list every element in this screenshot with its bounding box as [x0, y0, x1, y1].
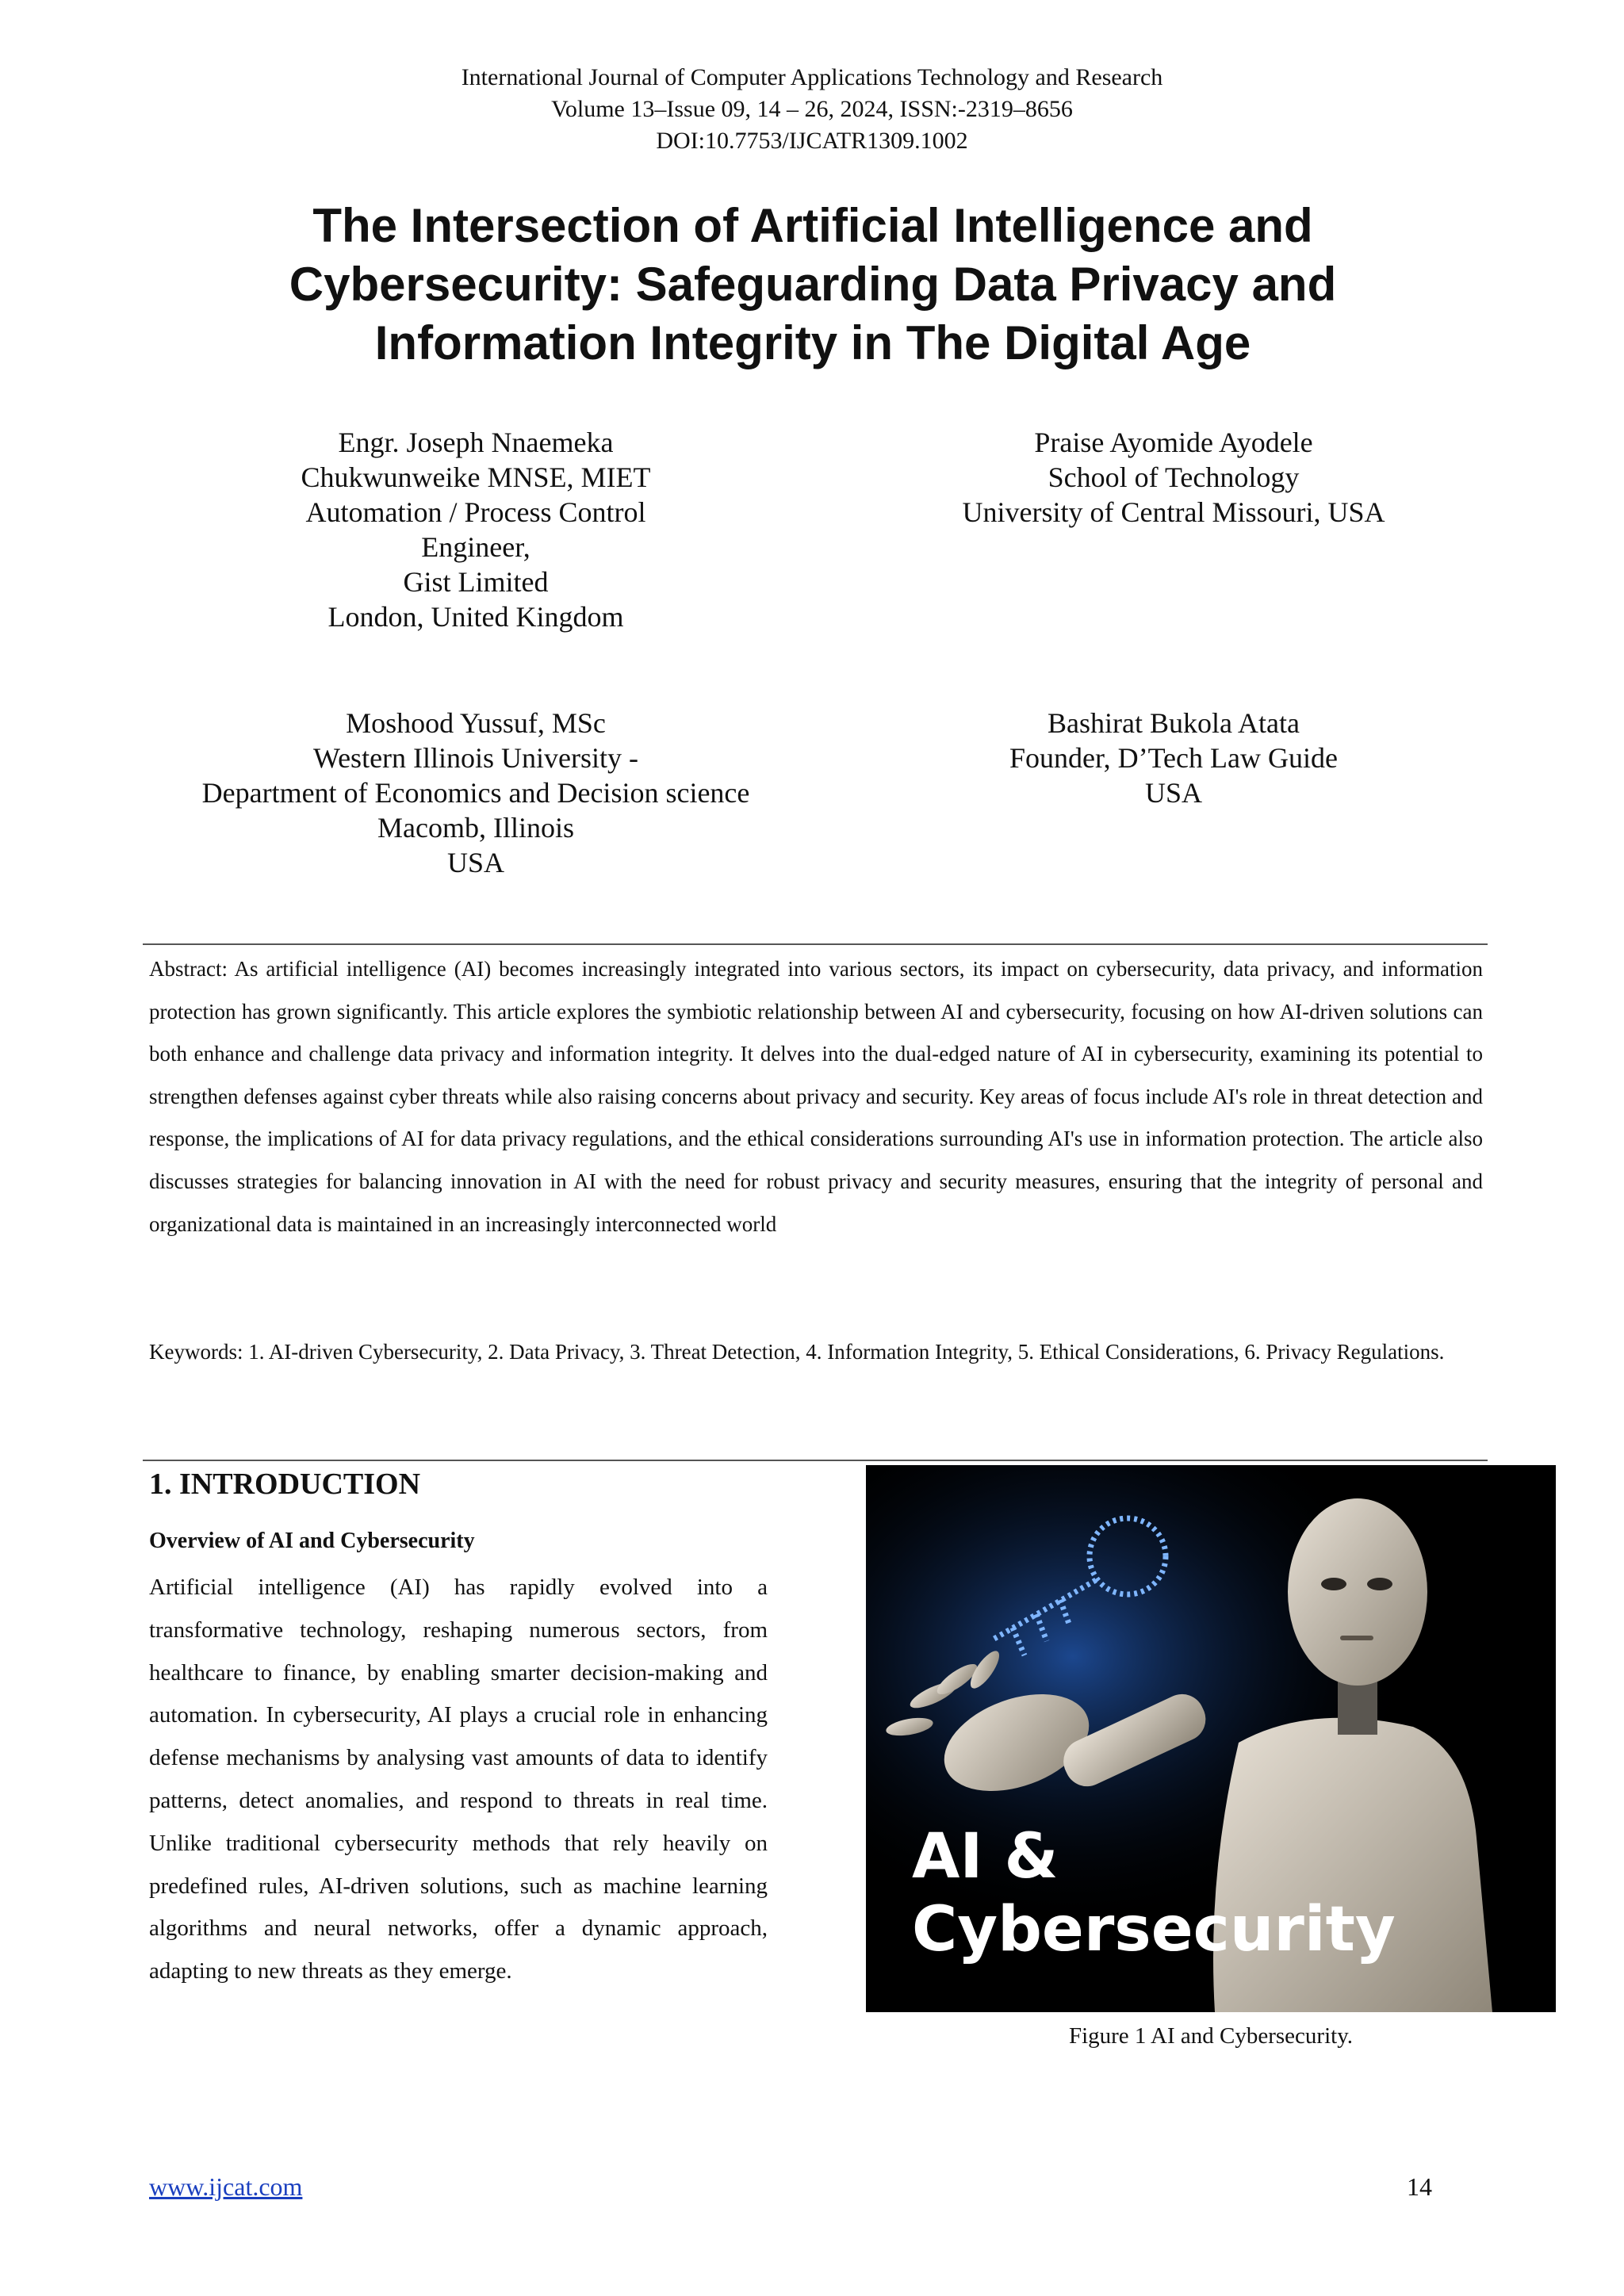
- author-3-line: Department of Economics and Decision science: [201, 777, 750, 809]
- author-1-line: Automation / Process Control: [305, 496, 646, 528]
- author-1-line: Engr. Joseph Nnaemeka: [338, 427, 614, 458]
- author-block-3: [159, 706, 793, 880]
- figure-title-line-1: AI &: [912, 1821, 1059, 1892]
- figure-illustration: [866, 1465, 1556, 2012]
- author-3-line: Macomb, Illinois: [377, 812, 574, 844]
- author-4-line: Founder, D’Tech Law Guide: [1009, 742, 1338, 774]
- author-block-2: [920, 425, 1427, 530]
- section-top-rule: [143, 1460, 1488, 1461]
- journal-website-link[interactable]: www.ijcat.com: [149, 2172, 303, 2201]
- author-4-line: Bashirat Bukola Atata: [1048, 707, 1300, 739]
- keywords: Keywords: 1. AI-driven Cybersecurity, 2. Data Privacy, 3. Threat Detection, 4. Information Integrity, 5. Ethical Considerations, 6. Privacy Regulations.: [149, 1340, 1445, 1364]
- section-subheading: Overview of AI and Cybersecurity: [149, 1529, 475, 1553]
- author-2-line: Praise Ayomide Ayodele: [1034, 427, 1313, 458]
- author-3-line: Moshood Yussuf, MSc: [346, 707, 606, 739]
- section-heading: 1. INTRODUCTION: [149, 1468, 421, 1501]
- figure-caption: Figure 1 AI and Cybersecurity.: [1068, 2023, 1354, 2049]
- journal-header: [0, 62, 1624, 157]
- author-3-line: Western Illinois University -: [312, 742, 639, 774]
- abstract-top-rule: [143, 943, 1488, 945]
- author-block-1: [238, 425, 714, 634]
- abstract: Abstract: As artificial intelligence (AI) becomes increasingly integrated into various sectors, its impact on cybersecurity, data privacy, and information protection has grown significantly. This article explores the symbiotic relationship between AI and cybersecurity, focusing on how AI-driven solutions can both enhance and challenge data privacy and information integrity. It delves into the dual-edged nature of AI in cybersecurity, examining its potential to strengthen defenses against cyber threats while also raising concerns about privacy and security. Key areas of focus include AI's role in threat detection and response, the implications of AI for data privacy regulations, and the ethical considerations surrounding AI's use in information protection. The article also discusses strategies for balancing innovation in AI with the need for robust privacy and security measures, ensuring that the integrity of personal and organizational data is maintained in an increasingly interconnected world: [149, 957, 1483, 1236]
- figure-title-line-2: Cybersecurity: [912, 1894, 1396, 1965]
- journal-volume: Volume 13–Issue 09, 14 – 26, 2024, ISSN:-2319–8656: [551, 96, 1073, 122]
- journal-doi: DOI:10.7753/IJCATR1309.1002: [656, 128, 968, 154]
- author-block-4: [920, 706, 1427, 810]
- intro-paragraph: Artificial intelligence (AI) has rapidly evolved into a transformative technology, reshaping numerous sectors, from healthcare to finance, by enabling smarter decision-making and automation. In cybersecurity, AI plays a crucial role in enhancing defense mechanisms by analysing vast amounts of data to identify patterns, detect anomalies, and respond to threats in real time. Unlike traditional cybersecurity methods that rely heavily on predefined rules, AI-driven solutions, such as machine learning algorithms and neural networks, offer a dynamic approach, adapting to new threats as they emerge.: [149, 1575, 768, 1984]
- author-2-line: University of Central Missouri, USA: [962, 496, 1385, 528]
- author-3-line: USA: [446, 847, 505, 878]
- author-1-line: Chukwunweike MNSE, MIET: [301, 461, 651, 493]
- author-4-line: USA: [1144, 777, 1203, 809]
- figure-ai-cybersecurity: [866, 1465, 1556, 2012]
- author-1-line: London, United Kingdom: [327, 601, 624, 633]
- journal-name: International Journal of Computer Applications Technology and Research: [461, 64, 1163, 90]
- paper-title: The Intersection of Artificial Intelligence and Cybersecurity: Safeguarding Data Privacy and Information Integrity in The Digital Age: [289, 199, 1337, 369]
- author-2-line: School of Technology: [1048, 461, 1300, 493]
- page-number: 14: [1407, 2172, 1432, 2201]
- author-1-line: Gist Limited: [403, 566, 549, 598]
- author-1-line: Engineer,: [421, 531, 530, 563]
